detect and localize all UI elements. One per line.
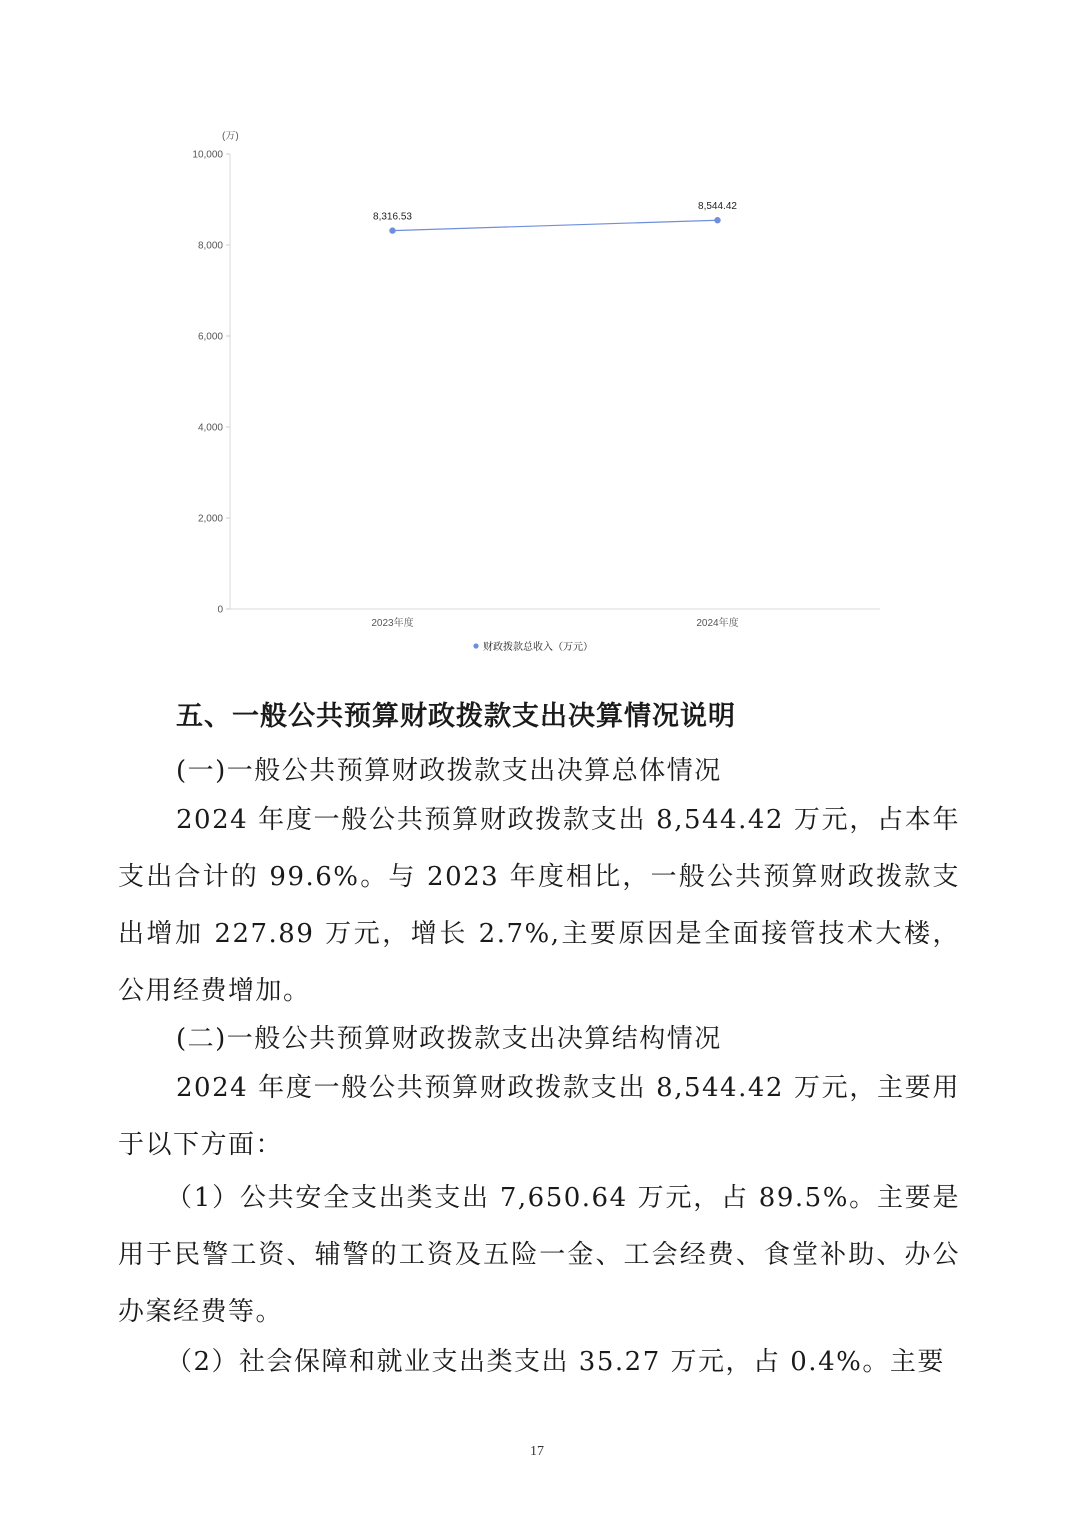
- paragraph-structure: 2024 年度一般公共预算财政拨款支出 8,544.42 万元，主要用于以下方面：: [118, 1073, 960, 1160]
- section-heading: 五、一般公共预算财政拨款支出决算情况说明: [176, 701, 736, 732]
- income-line-chart: [0, 0, 1074, 670]
- legend[interactable]: [473, 640, 593, 653]
- paragraph-overall: 2024 年度一般公共预算财政拨款支出 8,544.42 万元，占本年支出合计的 99.6%。与 2023 年度相比，一般公共预算财政拨款支出增加 227.89 万元，增长 2.7%,主要原因是全面接管技术大楼，公用经费增加。: [118, 805, 960, 1006]
- x-tick-label: 2024年度: [696, 618, 739, 629]
- y-axis-unit-label: (万): [222, 131, 239, 142]
- list-item-public-security: （1）公共安全支出类支出 7,650.64 万元，占 89.5%。主要是用于民警工资、辅警的工资及五险一金、工会经费、食堂补助、办公办案经费等。: [118, 1183, 960, 1327]
- y-axis-ticks: [192, 150, 230, 616]
- x-tick-label: 2023年度: [371, 618, 414, 629]
- y-tick-label: 4,000: [197, 422, 223, 434]
- y-tick-label: 10,000: [192, 149, 223, 161]
- y-tick-label: 6,000: [197, 331, 223, 343]
- data-label: 8,544.42: [698, 201, 737, 213]
- legend-label: 财政拨款总收入（万元）: [483, 642, 593, 653]
- series-line: [393, 220, 718, 230]
- list-item-social-security: （2）社会保障和就业支出类支出 35.27 万元，占 0.4%。主要: [166, 1347, 945, 1377]
- y-tick-label: 0: [217, 604, 223, 616]
- subsection-heading-1: (一)一般公共预算财政拨款支出决算总体情况: [176, 756, 722, 786]
- data-label: 8,316.53: [373, 211, 412, 223]
- page-number: 17: [530, 1444, 544, 1459]
- x-axis-ticks: [371, 616, 738, 629]
- legend-marker: [473, 643, 478, 648]
- data-point[interactable]: [389, 227, 395, 233]
- series-group: [373, 201, 737, 234]
- subsection-heading-2: (二)一般公共预算财政拨款支出决算结构情况: [176, 1024, 722, 1054]
- y-tick-label: 2,000: [197, 513, 223, 525]
- data-point[interactable]: [714, 217, 720, 223]
- y-tick-label: 8,000: [197, 240, 223, 252]
